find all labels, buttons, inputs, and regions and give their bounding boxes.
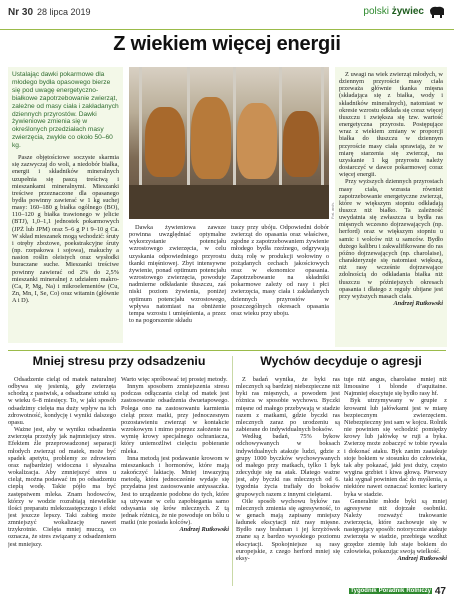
cattle-head: [191, 97, 231, 179]
article3-column-2: [344, 376, 447, 584]
article1-right-column: [335, 67, 447, 347]
article2-paragraph: Odsadzenie cieląt od matek naturalnej odbywa się jesienią, gdy zwierzęta schodzą z pastwisk, a odsadzane sztuki są w wieku 6–8 miesięcy. To, w jaki sposób odsadzimy cielęta ma duży wpływ na ich zdrowotność, kondycję i wyniki dalszego opasu.: [8, 376, 116, 426]
article3-paragraph: Według badań, 75% bykow odchowywanych w boksach indywidualnych atakuje ludzi, gdzie z grupy 1000 byczków wychowywanych od małego przy matkach, tylko 1 byk zdecyduje się na atak. Dlatego ważne jest, aby byczki ras mlecznych od 6. tygodnia życia trafiały do boksów grupowych razem z innymi cielętami.: [236, 433, 340, 498]
footer-brand-a: Tygodnik: [350, 588, 377, 594]
page-number: 47: [434, 586, 446, 597]
issue-number: Nr 30: [8, 7, 34, 18]
article3-paragraph: Byk utrzymywany w grupie z krowami lub jałówkami jest w miarę bezpiecznym zwierzęciem. Niebezpieczny jest sam w kojcu. Rolnik nie powinien się wchodzić pomiędzy krowy lub jałówkę w ruji a byka. Zwierzę może zobaczyć w tobie rywala i dokonać ataku. Byk zanim zaatakuje stoje bokiem w stosunku do człowieka, tak aby pokazać, jaki jest duży, często wygina grzbiet i kiwa głową. Pierwszy taki sygnał powinien dać do myślenia, a niektóre nawet oznaczać koniec kariery byka w stadzie.: [344, 397, 447, 498]
article3-paragraph: Oile sposób wychowu byków ras mlecznych zmienia się agresywność, to w genach mają zapisany mniejszy ładunek ekscytacji niż rasy mięsne. Bydło rasy brahman i jej krzyżówek znane są z bardzo wysokiego poziomu ekscytacji. Spokojniejsze są rasy europejskie, z czego herford mniej się eksy-: [236, 497, 340, 562]
article2-column-2: [121, 376, 229, 584]
article1-lead: Ustalając dawki pokarmowe dla młodego bydła opasowego bierze się pod uwagę energetyczno-białkowe zapotrzebowanie zwierząt, zależne od masy ciała i zakładanych dziennych przyrostów. Dawki żywieniowe zmienia się w określonych przedziałach masy zwierzęcia, zwykle co około 50–60 kg.: [12, 71, 119, 150]
issue-date: 28 lipca 2019: [37, 7, 91, 17]
article3-paragraph: Z badań wynika, że byki ras mlecznych są bardziej niebezpieczne niż byki ras mięsnych, a powodem jest różnica w sposobie wychowu. Byczki mięsne od małego przebywają w stadzie razem z matkami, gdzie byczki ras mlecznych zaraz po urodzeniu są zabierane do indywidualnych boksów.: [236, 376, 340, 434]
logo-bold: żywiec: [391, 6, 424, 17]
page-header: [0, 0, 454, 30]
article-title-aggression: Wychów decyduje o agresji: [260, 354, 422, 368]
article-title-energy: Z wiekiem więcej energii: [113, 33, 341, 55]
cattle-head: [237, 103, 277, 179]
article2-paragraph: Inna metodą jest podawanie krowom w mieszankach i hormonów, które mają zakończyć laktację. Mniej inwazyjną metodą, która jednocześnie wydaje się przydatna jest zastosowanie antyssaczka. Jest to urządzenie podobne do tych, które są używane w celu zapobiegania samo odsysania się krów mlecznych. Z tą jednak różnicą, że nie powoduje on bólu u matki (nie posiada kolców).: [121, 454, 229, 527]
article1-left-paragraph: Pasze objętościowe soczyste skarmia się zazwyczaj do woli, a niedobór białka, energii i składników mineralnych uzupełnia się paszą treściwą i mieszankami mineralnymi. Mieszanki treściwe przeznaczone dla opasanego bydła powinny zawierać w 1 kg suchej masy: 160–180 g białka ogólnego (BO), 110–120 g białka trawionego w jelicie (BTJ), 1,0–1,1 jednostek pokarmowych (JPŻ lub JPM) oraz 5–6 g P i 9–10 g Ca. W skład mieszanek mogą wchodzić: śruty i otręby zbożowe, poekstrakcyjne śruty (np. rzepakowa i sojowa), makuchy a nasion roślin oleistych oraz wysłodki buraczane suche. Mieszanki treściwe powinny zawierać od 2% do 2,5% mieszanki mineralnej z udziałem makro- (Ca, P, Mg, Na) i mikroelementów (Cu, Zn, Mn, I, Se, Co) oraz witamin (głównie A i D).: [12, 154, 119, 305]
cattle-head: [283, 111, 319, 177]
article1-author: Andrzej Rutkowski: [393, 300, 443, 307]
article2-column-1: [8, 376, 116, 584]
column-divider: [232, 356, 233, 586]
photo-credit: Fot. arch.: [330, 202, 335, 219]
article1-mid1-paragraph: Dawka żywieniowa zawsze powinna uwzględniać optymalne wykorzystanie potencjału wzrostowego zwierzęcia, w celu uzyskania odpowiedniego przyrostu tkanki mięśniowej. Zbyt intensywne żywienie, ponad optimum potencjału wzrostowego zwierzęcia, powoduje nadmierne odkładanie tłuszczu, zaś niski poziom żywienia, poniżej optimum potencjału wzrostowego, wpływa natomiast na obniżenie tempa wzrostu i umięśnienia, a przez to na pogorszenie składu: [129, 224, 226, 325]
footer-brand-c: Rolniczy: [406, 588, 431, 594]
article-title-weaning: Mniej stresu przy odsadzeniu: [32, 354, 206, 368]
article1-left-column: [8, 67, 123, 343]
issue-info: [8, 7, 91, 18]
article3-paragraph: tuje niż angus, charolaise mniej niż limousine i blonde d’aquitaine. Najmniej ekscytuje się bydło rasy hf.: [344, 376, 447, 398]
article1-right-paragraph: Z uwagi na wiek zwierząt młodych, w dziennym przyroście masy ciała przeważa głównie tkanka mięsna (składająca się z białka, wody i składników mineralnych), natomiast w okresie wzrostu odkłada się coraz więcej tłuszczu i zwiększa się tzw. wartość energetyczna przyrostu. Postępujące wraz z wiekiem zmiany w proporcji białka do tłuszczu w dziennym przyroście masy ciała sprawiają, że w miarę starzenia się zwierząt, na uzyskanie 1 kg przyrostu należy dostarczyć w dawce pokarmowej coraz więcej energii.: [339, 71, 443, 179]
logo-prefix: polski: [363, 6, 392, 17]
article2-author: Andrzej Rutkowski: [179, 526, 229, 534]
article2-paragraph: Warto więc spróbować tej prostej metody.: [121, 376, 228, 383]
section-divider: [8, 350, 446, 351]
article1-mid2-paragraph: tuszy przy ubóju. Odpowiedni dobór zwierząt do opasania oraz właściwe, zgodne z zapotrzebowaniem żywienie młodego bydła rzeźnego, odgrywają dużą rolę w produkcji wołowiny o pożądanych cechach jakościowych oraz w ekonomice opasania. Zapotrzebowanie na składniki pokarmowe zależy od rasy i płci zwierzęcia, masy ciała i zakładanych dziennych przyrostów w poszczególnych okresach opasania oraz wieku przy uboju.: [231, 224, 329, 317]
footer-brand-b: Poradnik: [378, 588, 405, 594]
cattle-photo: [129, 67, 329, 219]
article2-paragraph: Ważne jest, aby w wyniku odsadzenia zwierzęta przeżyły jak najmniejszy stres. Efektem źle przeprowadzonej separacji młodych zwierząt od matek, może być spadek apetytu, problemy ze zdrowiem oraz najbardziej widoczna i słyszalna wokalizacja. Aby zmniejszyć stres u cieląt, można podawać im po odsadzeniu ciepłą wodę. Takie pójło ma być zastępstwem mleka. Znam hodowców, którzy w wodzie rozrabiają niewielkie ilości preparatu mlekozastępczego i efekt jest jeszcze lepszy. Taki zabieg może zmniejszyć wokalizację nawet trzykrotnie. Cielęta mniej muczą, co oznacza, że stres związany z odsadzeniem jest mniejszy.: [8, 426, 116, 548]
article3-paragraph: Generalnie młode byki są mniej agresywne niż dojrzałe osobniki. Należy rozważyć trakowanie zwierzęcia, które zachowuje się w następujący sposób: notorycznie atakuje zwierzęta w stadzie, przebiega wzdłuż grzędze ziemię lub staje bokiem do człowieka, pokazując swoją wielkość.: [344, 497, 447, 555]
page-footer: [0, 586, 454, 600]
article3-author: Andrzej Rutkowski: [397, 554, 447, 562]
article2-paragraph: Innym sposobem zmniejszenia stresu podczas odłączania cieląt od matek jest zastosowanie odsadzenia dwuetapowego. Polega ono na zastosowaniu karmienia cieląt przez matki, przy jednoczesnym pozostawieniu zwierząt w kontakcie wzrokowym i mimo poprzez założenie na wymię krowy specjalnego ochraniacza, który uniemożliwi cielęciu pobieranie mleka.: [121, 383, 229, 455]
cattle-head: [145, 107, 185, 177]
feed-trough: [129, 185, 329, 219]
cow-icon: [428, 4, 446, 20]
article1-middle-column-1: [129, 224, 226, 347]
article1-middle-column-2: [231, 224, 329, 347]
section-logo: [363, 6, 424, 17]
footer-brand: [349, 588, 432, 594]
article1-right-paragraph: Przy wyższych dziennych przyrostach masy ciała, wzrasta również zapotrzebowanie energetyczne zwierząt, które w większym stopniu odkładają tłuszcz niż białko. Ta zależność uwydatnia się zwłaszcza u bydła ras mięsnych wczesno dojrzewających (np. herford) oraz w większym stopniu u samic i wolców niż u samców. Bydło dużego kalibru i zakwalifikowane do ras późno dojrzewających (np. charolaise), charakteryzuje się natomiast większą, niż rasy wcześnie dojrzewające zdolnością do odkładania białka niż tłuszczu w późniejszych okresach opasania i dłatego z reguły ubijane jest przy wyższych masach ciała.: [339, 178, 443, 300]
article3-column-1: [236, 376, 340, 584]
